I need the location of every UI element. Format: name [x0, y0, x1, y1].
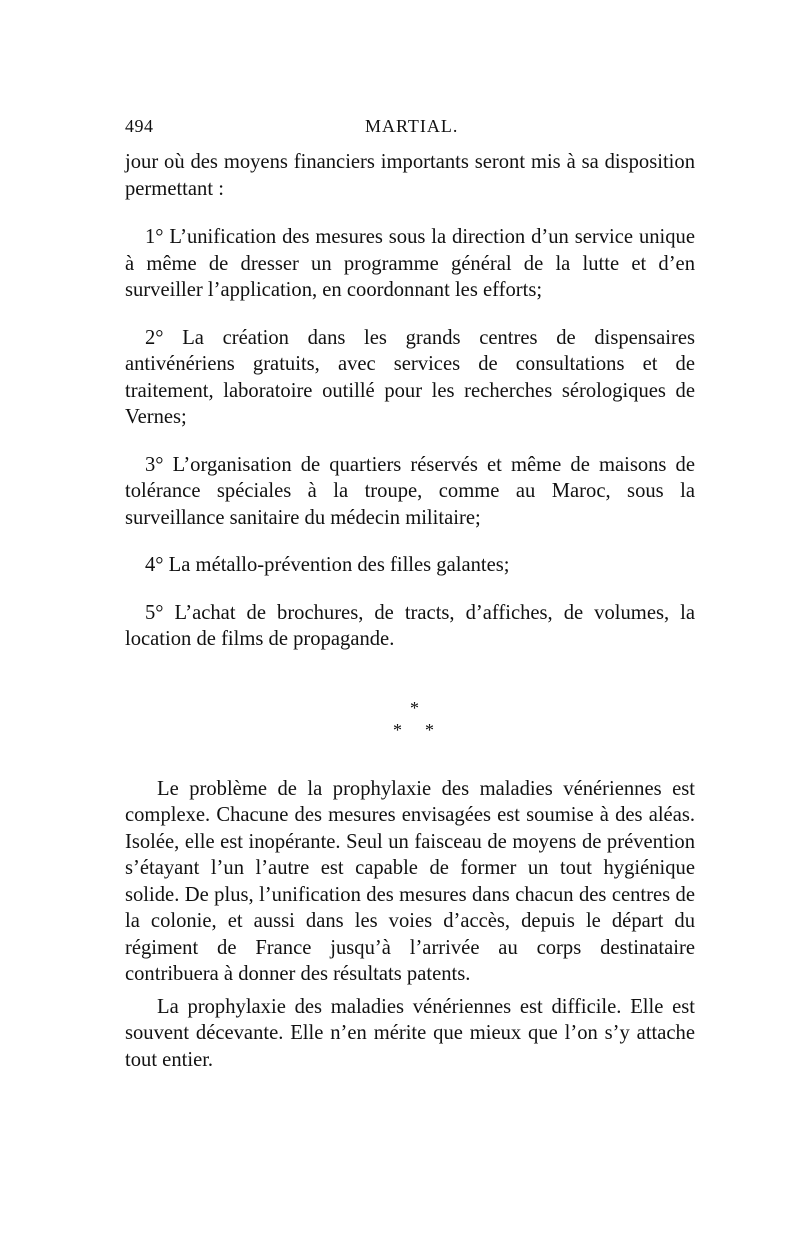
running-title: MARTIAL. [365, 116, 459, 136]
page-number: 494 [125, 116, 154, 136]
asterism-separator [125, 699, 695, 747]
body-paragraph-1: Le problème de la prophylaxie des maladies vénériennes est complexe. Chacune des mesures envisagées est soumise à des aléas. Isolée, elle est inopérante. Seul un faisceau de moyens de prévention s’étayant l’un l’autre est capable de former un tout hygiénique solide. De plus, l’unification des mesures dans chacun des centres de la colonie, et aussi dans les voies d’accès, depuis le départ du régiment de France jusqu’à l’arrivée au corps destinataire contribuera à donner des résultats patents. [125, 777, 695, 985]
list-item-4: 4° La métallo-prévention des filles galantes; [145, 554, 510, 576]
continuation-text: jour où des moyens financiers importants seront mis à sa disposition permettant : [125, 151, 695, 200]
list-item-5: 5° L’achat de brochures, de tracts, d’affiches, de volumes, la location de films de propagande. [125, 601, 695, 650]
asterisk-top: * [410, 697, 419, 718]
body-paragraph-2: La prophylaxie des maladies vénériennes est difficile. Elle est souvent décevante. Elle n’en mérite que mieux que l’on s’y attache tout entier. [125, 995, 695, 1071]
list-item-2: 2° La création dans les grands centres de dispensaires antivénériens gratuits, avec services de consultations et de traitement, laboratoire outillé pour les recherches sérologiques de Vernes; [125, 326, 695, 428]
asterisk-left: * [393, 719, 402, 740]
asterisk-right: * [425, 719, 434, 740]
book-page [125, 110, 695, 1073]
running-head [125, 110, 695, 140]
list-item-1: 1° L’unification des mesures sous la direction d’un service unique à même de dresser un programme général de la lutte et d’en surveiller l’application, en coordonnant les efforts; [125, 226, 695, 301]
list-item-3: 3° L’organisation de quartiers réservés et même de maisons de tolérance spéciales à la troupe, comme au Maroc, sous la surveillance sanitaire du médecin militaire; [125, 453, 695, 529]
